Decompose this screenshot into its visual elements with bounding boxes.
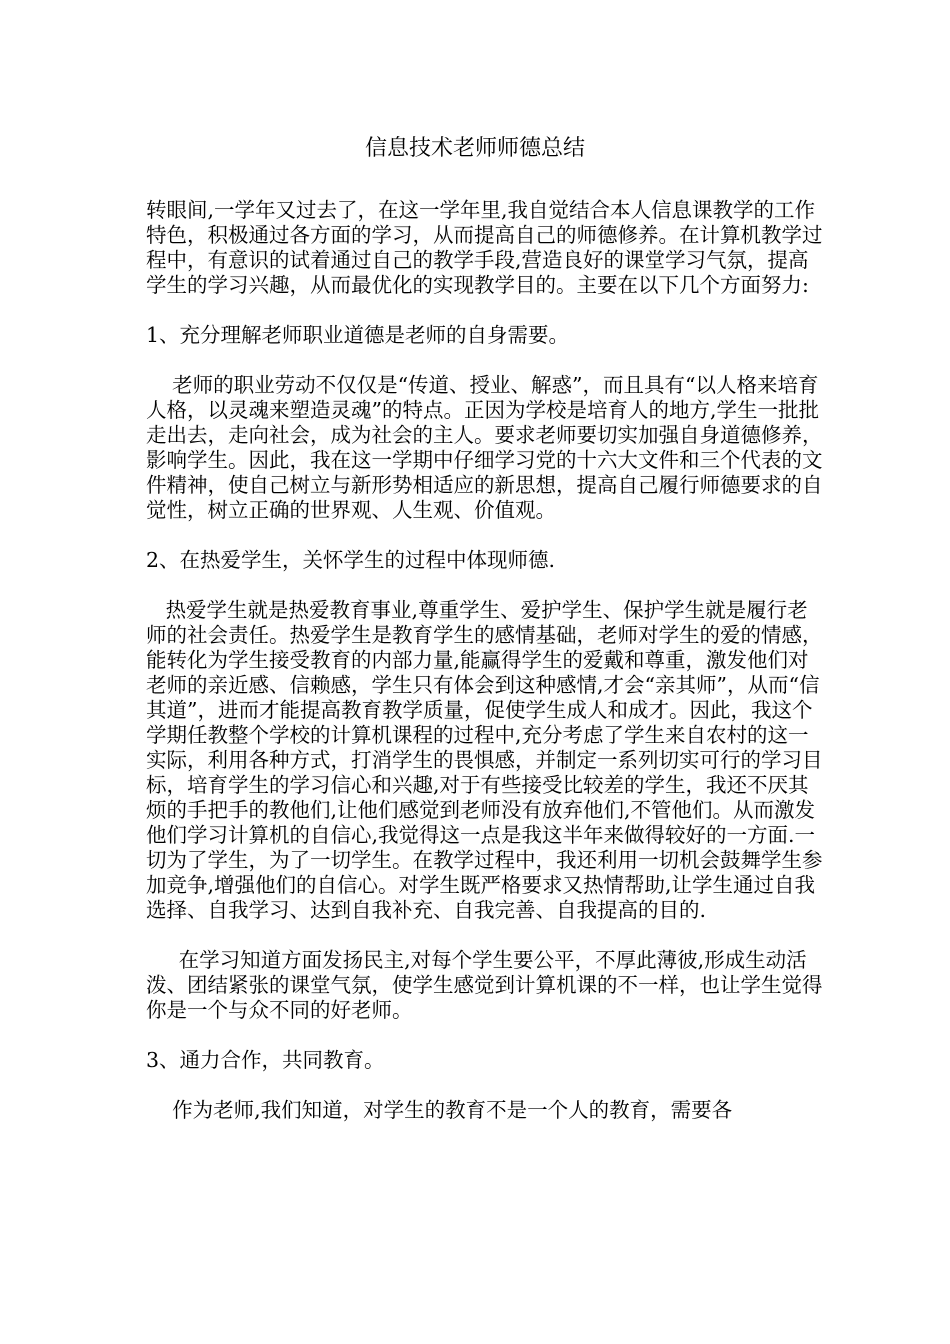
document-title: 信息技术老师师德总结 xyxy=(364,136,585,161)
intro-paragraph: 转眼间,一学年又过去了，在这一学年里,我自觉结合本人信息课教学的工作特色，积极通过各方面的学习，从而提高自己的师德修养。在计算机教学过程中，有意识的试着通过自己的教学手段,营造良好的课堂学习气氛，提高学生的学习兴趣，从而最优化的实现教学目的。主要在以下几个方面努力: xyxy=(146,198,823,297)
section-3-paragraph: 作为老师,我们知道，对学生的教育不是一个人的教育，需要各 xyxy=(146,1098,733,1122)
section-heading-2: 2、在热爱学生，关怀学生的过程中体现师德. xyxy=(146,548,556,572)
section-2-paragraph-1: 热爱学生就是热爱教育事业,尊重学生、爱护学生、保护学生就是履行老师的社会责任。热爱学生是教育学生的感情基础，老师对学生的爱的情感，能转化为学生接受教育的内部力量,能赢得学生的爱戴和尊重，激发他们对老师的亲近感、信赖感，学生只有体会到这种感情,才会“亲其师”，从而“信其道”，进而才能提高教育教学质量，促使学生成人和成才。因此，我这个学期任教整个学校的计算机课程的过程中,充分考虑了学生来自农村的这一实际，利用各种方式，打消学生的畏惧感，并制定一系列切实可行的学习目标，培育学生的学习信心和兴趣,对于有些接受比较差的学生，我还不厌其烦的手把手的教他们,让他们感觉到老师没有放弃他们,不管他们。从而激发他们学习计算机的自信心,我觉得这一点是我这半年来做得较好的一方面.一切为了学生，为了一切学生。在教学过程中，我还利用一切机会鼓舞学生参加竞争,增强他们的自信心。对学生既严格要求又热情帮助,让学生通过自我选择、自我学习、达到自我补充、自我完善、自我提高的目的. xyxy=(146,598,823,922)
section-2-paragraph-2: 在学习知道方面发扬民主,对每个学生要公平，不厚此薄彼,形成生动活泼、团结紧张的课堂气氛，使学生感觉到计算机课的不一样，也让学生觉得你是一个与众不同的好老师。 xyxy=(146,948,823,1022)
section-1-paragraph: 老师的职业劳动不仅仅是“传道、授业、解惑”，而且具有“以人格来培育人格，以灵魂来塑造灵魂”的特点。正因为学校是培育人的地方,学生一批批走出去，走向社会，成为社会的主人。要求老师要切实加强自身道德修养，影响学生。因此，我在这一学期中仔细学习党的十六大文件和三个代表的文件精神，使自己树立与新形势相适应的新思想，提高自己履行师德要求的自觉性，树立正确的世界观、人生观、价值观。 xyxy=(146,373,823,522)
section-heading-1: 1、充分理解老师职业道德是老师的自身需要。 xyxy=(146,323,570,347)
document-body xyxy=(146,198,828,1123)
section-heading-3: 3、通力合作，共同教育。 xyxy=(146,1048,385,1072)
